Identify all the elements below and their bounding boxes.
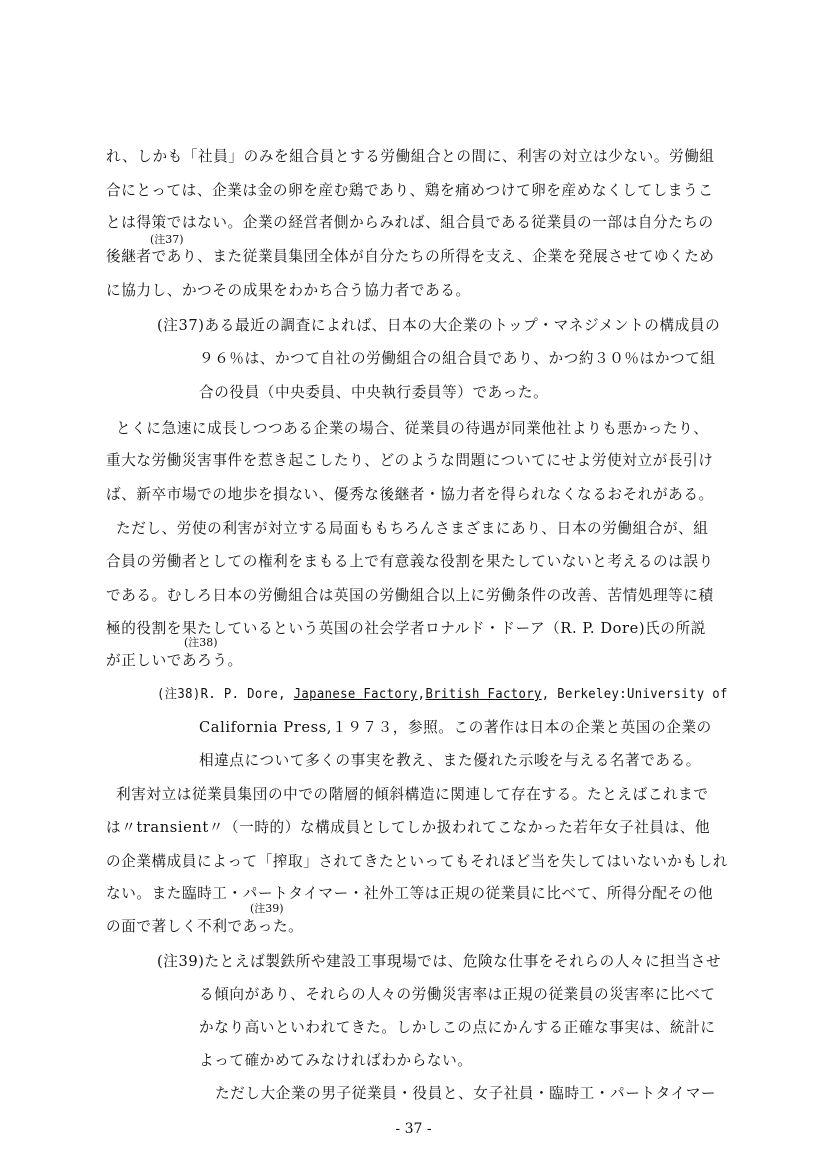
- footnote-39-line-4: よって確かめてみなければわからない。: [199, 1052, 473, 1069]
- note-ref-38: (注38): [184, 636, 218, 649]
- body-line-7: 重大な労働災害事件を惹き起こしたり、どのような問題についてにせよ労使対立が長引け: [106, 452, 714, 469]
- footnote-38-prefix: (注38)R. P. Dore,: [157, 687, 294, 702]
- footnote-38-suffix: , Berkeley:University of: [541, 687, 728, 702]
- body-line-4: 後継者であり、また従業員集団全体が自分たちの所得を支え、企業を発展させてゆくため: [106, 248, 715, 265]
- note-ref-37: (注37): [150, 233, 184, 246]
- body-line-10: 合員の労働者としての権利をまもる上で有意義な役割を果たしていないと考えるのは誤り: [106, 553, 714, 570]
- body-line-19: ただし大企業の男子従業員・役員と、女子社員・臨時工・パートタイマー: [215, 1085, 717, 1102]
- footnote-38-line-3: 相違点について多くの事実を教え、また優れた示唆を与える名著である。: [199, 752, 701, 769]
- footnote-37-line-1: (注37)ある最近の調査によれば、日本の大企業のトップ・マネジメントの構成員の: [157, 317, 721, 334]
- body-line-9: ただし、労使の利害が対立する局面ももちろんさまざまにあり、日本の労働組合が、組: [116, 520, 709, 537]
- body-line-14: 利害対立は従業員集団の中での階層的傾斜構造に関連して存在する。たとえばこれまで: [116, 786, 709, 803]
- body-line-1: れ、しかも「社員」のみを組合員とする労働組合との間に、利害の対立は少ない。労働組: [106, 148, 715, 165]
- footnote-39-line-3: かなり高いといわれてきた。しかしこの点にかんする正確な事実は、統計に: [199, 1019, 716, 1036]
- book-title-japanese-factory: Japanese Factory: [293, 687, 418, 702]
- footnote-37-line-2: ９６％は、かつて自社の労働組合の組合員であり、かつ約３０％はかつて組: [199, 350, 716, 367]
- body-line-18: の面で著しく不利であった。: [106, 918, 304, 935]
- footnote-39-line-2: る傾向があり、それらの人々の労働災害率は正規の従業員の災害率に比べて: [199, 986, 716, 1003]
- footnote-38-line-2: California Press,１９７３，参照。この著作は日本の企業と英国の企業の: [199, 719, 712, 736]
- footnote-38-separator: ,: [417, 687, 426, 702]
- body-line-15: は〃transient〃（一時的）な構成員としてしか扱われてこなかった若年女子社員は、他: [106, 819, 711, 836]
- body-line-11: である。むしろ日本の労働組合は英国の労働組合以上に労働条件の改善、苦情処理等に積: [106, 587, 714, 604]
- footnote-39-line-1: (注39)たとえば製鉄所や建設工事現場では、危険な仕事をそれらの人々に担当させ: [157, 953, 722, 970]
- body-line-13: が正しいであろう。: [106, 652, 243, 669]
- page-number: - 37 -: [395, 1121, 432, 1137]
- note-ref-39: (注39): [250, 902, 284, 915]
- book-title-british-factory: British Factory: [425, 687, 542, 702]
- body-line-17: ない。また臨時工・パートタイマー・社外工等は正規の従業員に比べて、所得分配その他: [106, 885, 714, 902]
- body-line-3: とは得策ではない。企業の経営者側からみれば、組合員である従業員の一部は自分たちの: [106, 214, 714, 231]
- footnote-37-line-3: 合の役員（中央委員、中央執行委員等）であった。: [199, 384, 549, 401]
- body-line-16: の企業構成員によって「搾取」されてきたといってもそれほど当を失してはいないかもしれ: [106, 853, 728, 870]
- body-line-8: ば、新卒市場での地歩を損ない、優秀な後継者・協力者を得られなくなるおそれがある。: [106, 486, 714, 503]
- body-line-5: に協力し、かつその成果をわかち合う協力者である。: [106, 282, 471, 299]
- body-line-6: とくに急速に成長しつつある企業の場合、従業員の待遇が同業他社よりも悪かったり、: [116, 420, 709, 437]
- body-line-12: 極的役割を果たしているという英国の社会学者ロナルド・ドーア（R. P. Dore)氏の所説: [106, 620, 706, 637]
- footnote-38-line-1: [157, 686, 728, 704]
- body-line-2: 合にとっては、企業は金の卵を産む鶏であり、鶏を痛めつけて卵を産めなくしてしまうこ: [106, 182, 714, 199]
